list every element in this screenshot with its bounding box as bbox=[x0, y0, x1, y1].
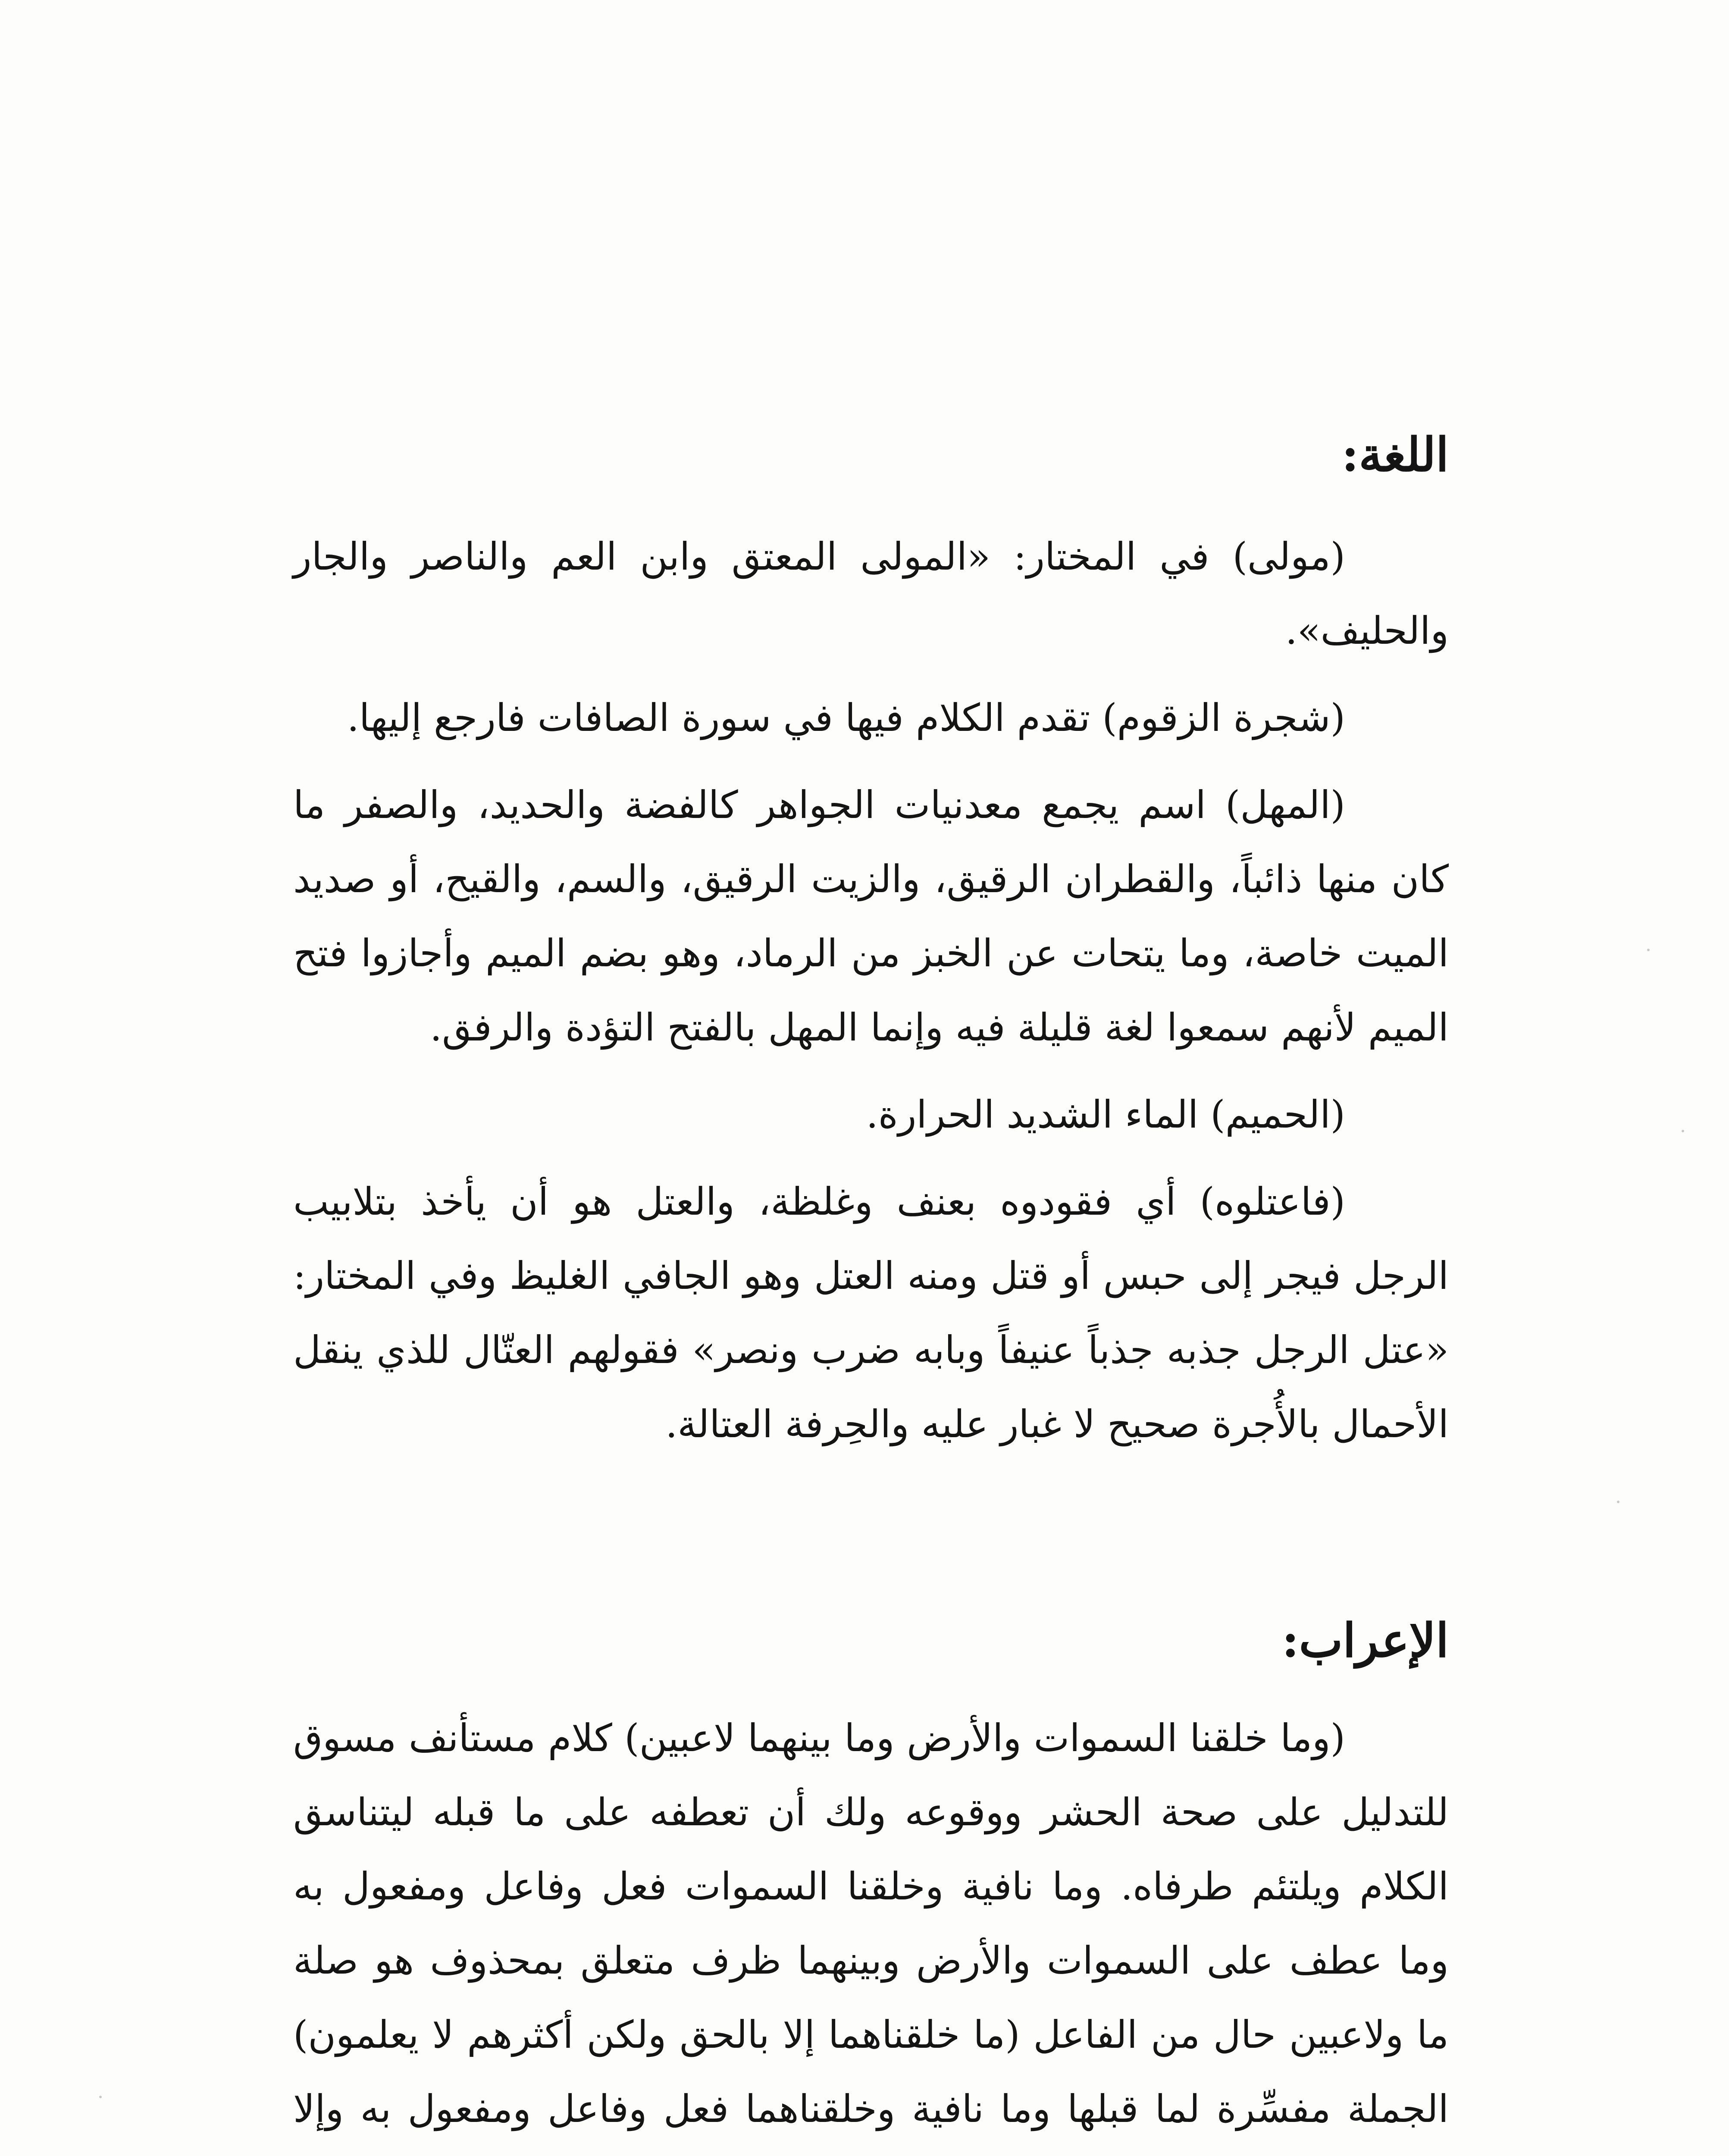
lugha-text-block bbox=[293, 520, 1449, 1461]
section-heading-lugha: اللغة: bbox=[1341, 428, 1449, 482]
paragraph-wama-khalaqna: (وما خلقنا السموات والأرض وما بينهما لاعبين) كلام مستأنف مسوق للتدليل على صحة الحشر ووقوعه ولك أن تعطفه على ما قبله ليتناسق الكلام ويلتئم طرفاه. وما نافية وخلقنا السموات فعل وفاعل ومفعول به وما عطف على السموات والأرض وبينهما ظرف متعلق بمحذوف هو صلة ما ولاعبين حال من الفاعل (ما خلقناهما إلا بالحق ولكن أكثرهم لا يعلمون) الجملة مفسِّرة لما قبلها وما نافية وخلقناهما فعل وفاعل ومفعول به وإلا bbox=[293, 1716, 1449, 2131]
paper-speck bbox=[1682, 1130, 1684, 1132]
paragraph-muhl: (المهل) اسم يجمع معدنيات الجواهر كالفضة والحديد، والصفر ما كان منها ذائباً، والقطران الرقيق، والزيت الرقيق، والسم، والقيح، أو صديد الميت خاصة، وما يتحات عن الخبز من الرماد، وهو بضم الميم وأجازوا فتح الميم لأنهم سمعوا لغة قليلة فيه وإنما المهل بالفتح التؤدة والرفق. bbox=[293, 783, 1449, 1050]
paragraph-zaqqum: (شجرة الزقوم) تقدم الكلام فيها في سورة الصافات فارجع إليها. bbox=[347, 696, 1345, 740]
paper-speck bbox=[1647, 949, 1650, 951]
paper-speck bbox=[99, 2096, 102, 2098]
paragraph-fatiluh: (فاعتلوه) أي فقودوه بعنف وغلظة، والعتل هو أن يأخذ بتلابيب الرجل فيجر إلى حبس أو قتل ومنه العتل وهو الجافي الغليظ وفي المختار: «عتل الرجل جذبه جذباً عنيفاً وبابه ضرب ونصر» فقولهم العتّال للذي ينقل الأحمال بالأُجرة صحيح لا غبار عليه والحِرفة العتالة. bbox=[293, 1179, 1449, 1446]
paper-speck bbox=[1617, 1501, 1619, 1503]
paragraph-hamim: (الحميم) الماء الشديد الحرارة. bbox=[866, 1092, 1345, 1137]
irab-text-block bbox=[293, 1701, 1449, 2156]
paragraph-mawla: (مولى) في المختار: «المولى المعتق وابن العم والناصر والجار والحليف». bbox=[293, 534, 1449, 653]
section-heading-irab: الإعراب: bbox=[1281, 1614, 1449, 1668]
